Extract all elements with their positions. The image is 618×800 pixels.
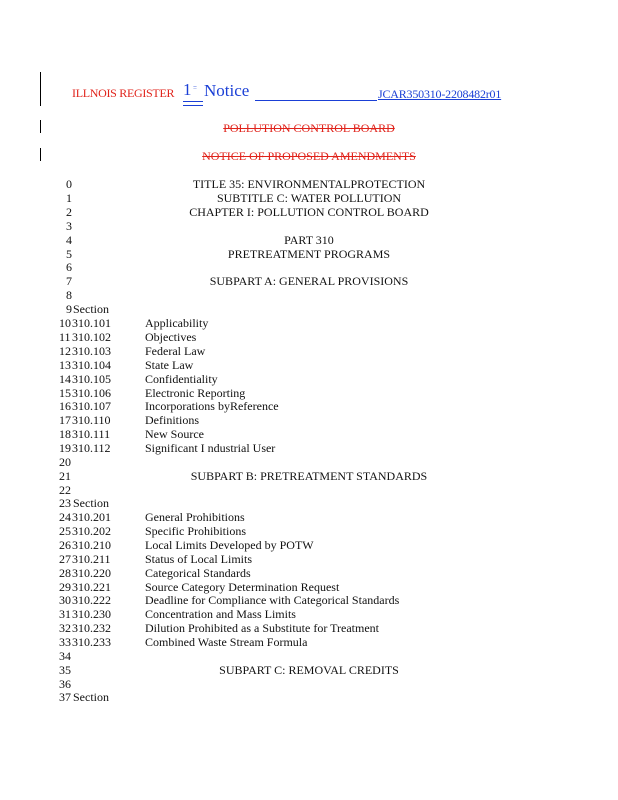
section-title: Federal Law	[145, 343, 206, 358]
section-label: Section	[73, 690, 109, 704]
section-title: Dilution Prohibited as a Substitute for Treatment	[145, 621, 379, 636]
line-number: 16	[59, 399, 71, 414]
centered-heading: PART 310	[284, 232, 334, 247]
line-number: 14	[59, 371, 71, 386]
section-number: 310.104	[72, 357, 111, 372]
line-number: 22	[59, 482, 71, 497]
line-number: 5	[66, 246, 72, 261]
line-number: 37	[59, 690, 71, 704]
line-number: 9	[66, 302, 72, 316]
line-number: 12	[59, 343, 71, 358]
document-code: JCAR350310-2208482r01	[378, 87, 502, 101]
line-number: 6	[66, 260, 72, 275]
section-title: New Source	[145, 427, 204, 442]
section-title: Deadline for Compliance with Categorical Standards	[145, 593, 400, 608]
change-bar	[40, 72, 41, 106]
page-number-superscript: =	[193, 84, 197, 92]
line-number: 28	[59, 565, 71, 580]
section-number: 310.103	[72, 343, 111, 358]
line-number: 21	[59, 468, 71, 483]
line-number: 26	[59, 537, 71, 552]
section-number: 310.232	[72, 621, 111, 636]
section-label: Section	[73, 496, 109, 510]
page-number: 1	[183, 80, 192, 99]
line-number: 32	[59, 621, 71, 636]
section-number: 310.230	[72, 607, 111, 622]
line-number: 23	[59, 496, 71, 510]
line-number: 7	[66, 274, 72, 289]
section-number: 310.102	[72, 329, 111, 344]
section-number: 310.106	[72, 385, 111, 400]
notice-title: NOTICE OF PROPOSED AMENDMENTS	[202, 149, 416, 163]
line-number: 15	[59, 385, 71, 400]
line-number: 29	[59, 579, 71, 594]
section-number: 310.110	[72, 413, 111, 428]
register-title: ILLNOIS REGISTER	[72, 86, 175, 100]
section-number: 310.221	[72, 579, 111, 594]
section-number: 310.211	[72, 551, 111, 566]
line-number: 2	[66, 204, 72, 219]
line-number: 30	[59, 593, 71, 608]
line-number: 24	[59, 510, 71, 524]
centered-heading: PRETREATMENT PROGRAMS	[227, 246, 391, 261]
double-underline	[183, 105, 203, 106]
line-number: 13	[59, 357, 71, 372]
section-title: Definitions	[145, 413, 199, 428]
section-title: Objectives	[145, 329, 197, 344]
line-number: 8	[66, 288, 72, 303]
notice-label: Notice	[204, 81, 250, 100]
line-number: 34	[59, 649, 71, 663]
section-number: 310.101	[72, 316, 111, 330]
centered-heading: CHAPTER I: POLLUTION CONTROL BOARD	[189, 204, 429, 219]
section-label: Section	[73, 302, 109, 316]
section-number: 310.202	[72, 523, 111, 538]
line-number: 25	[59, 523, 71, 538]
line-number: 1	[66, 190, 72, 205]
line-number: 4	[66, 232, 72, 247]
section-number: 310.107	[72, 399, 111, 414]
section-title: Concentration and Mass Limits	[145, 607, 296, 622]
line-number: 3	[66, 218, 72, 233]
section-title: Local Limits Developed by POTW	[145, 537, 314, 552]
board-name: POLLUTION CONTROL BOARD	[223, 121, 395, 135]
header-underline	[255, 100, 377, 101]
section-number: 310.105	[72, 371, 111, 386]
section-number: 310.111	[72, 427, 111, 442]
centered-heading: SUBPART A: GENERAL PROVISIONS	[209, 274, 409, 289]
line-number: 11	[59, 329, 71, 344]
section-title: Source Category Determination Request	[145, 579, 340, 594]
section-title: Significant I ndustrial User	[145, 441, 276, 456]
section-title: Electronic Reporting	[145, 385, 246, 400]
line-number: 33	[59, 635, 71, 650]
section-number: 310.201	[72, 510, 111, 524]
line-number: 10	[59, 316, 71, 330]
line-number: 18	[59, 427, 71, 442]
section-number: 310.112	[72, 441, 111, 456]
section-title: State Law	[145, 357, 194, 372]
section-title: Confidentiality	[145, 371, 218, 386]
line-number: 19	[59, 441, 71, 456]
line-number: 27	[59, 551, 71, 566]
double-underline	[183, 101, 203, 102]
centered-heading: SUBPART B: PRETREATMENT STANDARDS	[190, 468, 428, 483]
section-title: Incorporations byReference	[145, 399, 279, 414]
section-number: 310.222	[72, 593, 111, 608]
section-title: Categorical Standards	[145, 565, 251, 580]
line-number: 36	[59, 676, 71, 691]
centered-heading: SUBTITLE C: WATER POLLUTION	[216, 190, 402, 205]
section-title: Specific Prohibitions	[145, 523, 246, 538]
section-title: Status of Local Limits	[145, 551, 252, 566]
section-number: 310.233	[72, 635, 111, 650]
section-title: Combined Waste Stream Formula	[145, 635, 308, 650]
centered-heading: TITLE 35: ENVIRONMENTALPROTECTION	[192, 177, 426, 191]
line-number: 35	[59, 662, 71, 677]
line-number: 17	[59, 413, 71, 428]
centered-heading: SUBPART C: REMOVAL CREDITS	[219, 662, 399, 677]
section-number: 310.220	[72, 565, 111, 580]
section-number: 310.210	[72, 537, 111, 552]
line-number: 20	[59, 455, 71, 469]
line-number: 31	[59, 607, 71, 622]
section-title: Applicability	[145, 316, 209, 330]
section-title: General Prohibitions	[145, 510, 245, 524]
line-number: 0	[66, 177, 72, 191]
